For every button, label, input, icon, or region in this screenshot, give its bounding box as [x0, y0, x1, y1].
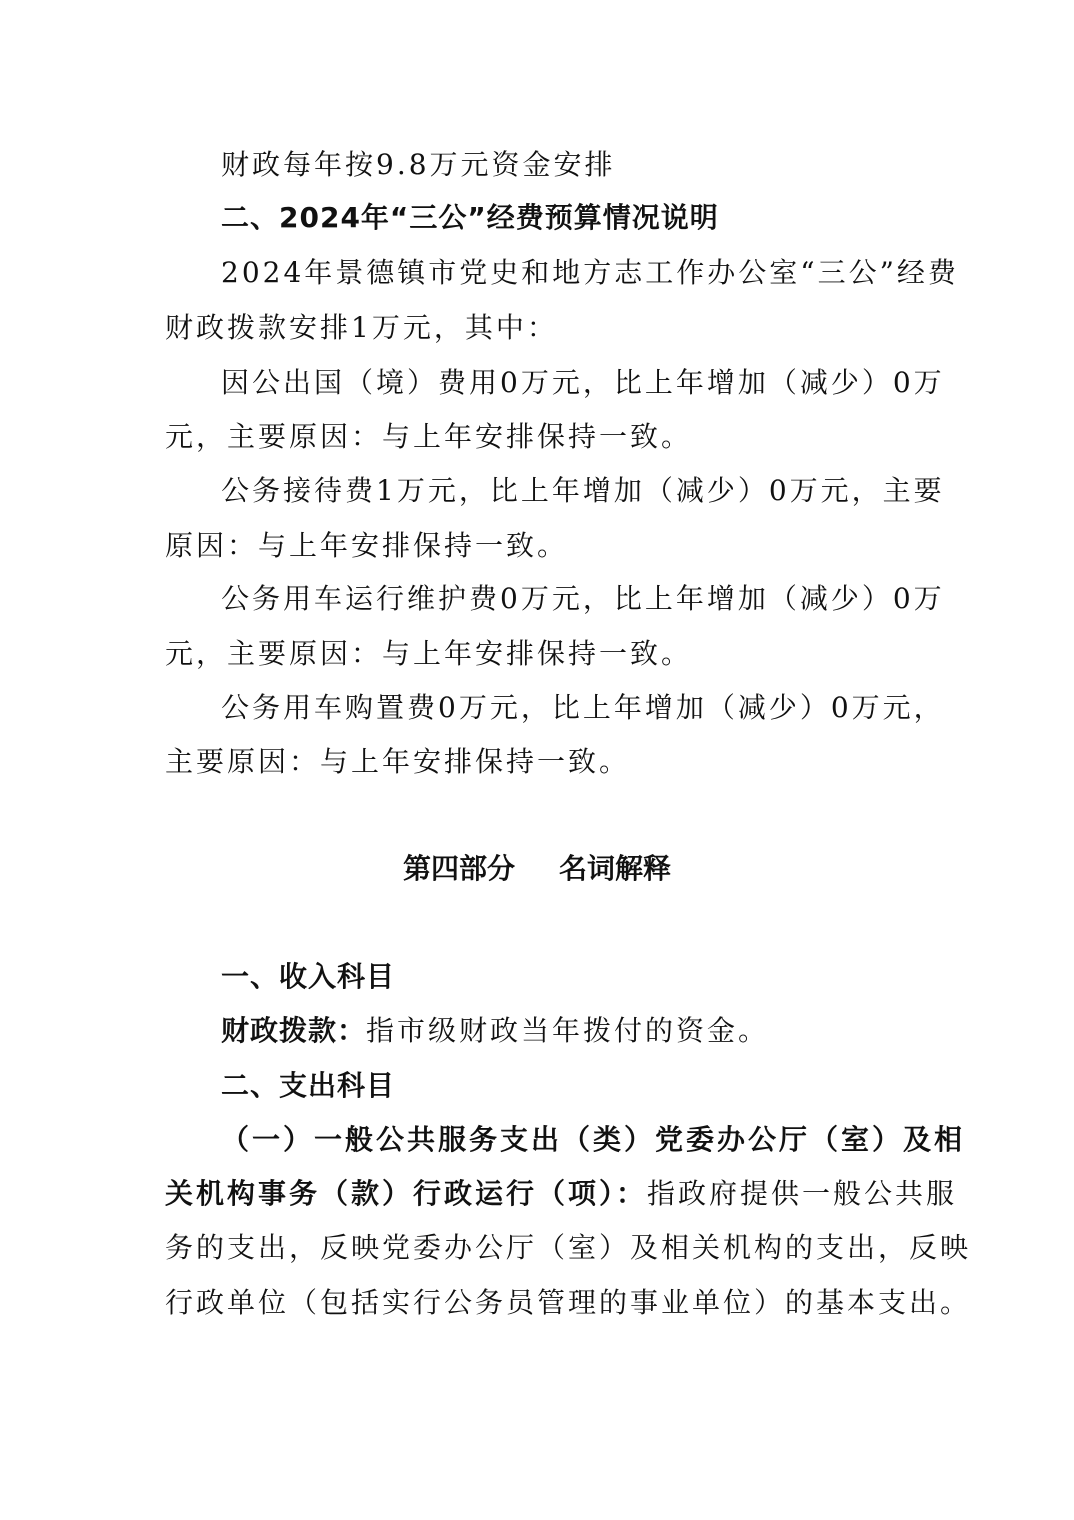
section-2-heading: 二、2024年“三公”经费预算情况说明 — [221, 201, 719, 234]
part-4-label: 第四部分 — [402, 852, 515, 885]
income-definition: 指市级财政当年拨付的资金。 — [366, 1014, 770, 1047]
expense-item-line-4: 行政单位（包括实行公务员管理的事业单位）的基本支出。 — [165, 1286, 972, 1319]
income-heading: 一、收入科目 — [221, 960, 396, 993]
expense-item-line-3: 务的支出，反映党委办公厅（室）及相关机构的支出，反映 — [165, 1231, 972, 1264]
vehicle-operation-line-2: 元，主要原因：与上年安排保持一致。 — [165, 637, 693, 670]
finance-arrangement-line: 财政每年按9.8万元资金安排 — [221, 148, 616, 181]
budget-paragraph-line-1: 2024年景德镇市党史和地方志工作办公室“三公”经费 — [221, 256, 959, 289]
expense-heading: 二、支出科目 — [221, 1069, 396, 1102]
expense-item-line-2 — [165, 1176, 958, 1212]
vehicle-purchase-line-1: 公务用车购置费0万元，比上年增加（减少）0万元， — [221, 691, 945, 724]
part-4-title — [0, 851, 1074, 887]
part-4-subject: 名词解释 — [559, 852, 672, 885]
vehicle-purchase-line-2: 主要原因：与上年安排保持一致。 — [165, 745, 631, 778]
abroad-expense-line-1: 因公出国（境）费用0万元，比上年增加（减少）0万 — [221, 366, 945, 399]
expense-item-term: 关机构事务（款）行政运行（项）： — [165, 1177, 648, 1210]
expense-item-line-1: （一）一般公共服务支出（类）党委办公厅（室）及相 — [221, 1123, 966, 1156]
income-definition-line — [221, 1013, 925, 1049]
abroad-expense-line-2: 元，主要原因：与上年安排保持一致。 — [165, 420, 693, 453]
budget-paragraph-line-2: 财政拨款安排1万元，其中： — [165, 311, 558, 344]
expense-item-definition-start: 指政府提供一般公共服 — [647, 1177, 958, 1210]
vehicle-operation-line-1: 公务用车运行维护费0万元，比上年增加（减少）0万 — [221, 582, 945, 615]
reception-expense-line-2: 原因：与上年安排保持一致。 — [165, 529, 569, 562]
income-term: 财政拨款： — [221, 1014, 367, 1047]
reception-expense-line-1: 公务接待费1万元，比上年增加（减少）0万元，主要 — [221, 474, 945, 507]
